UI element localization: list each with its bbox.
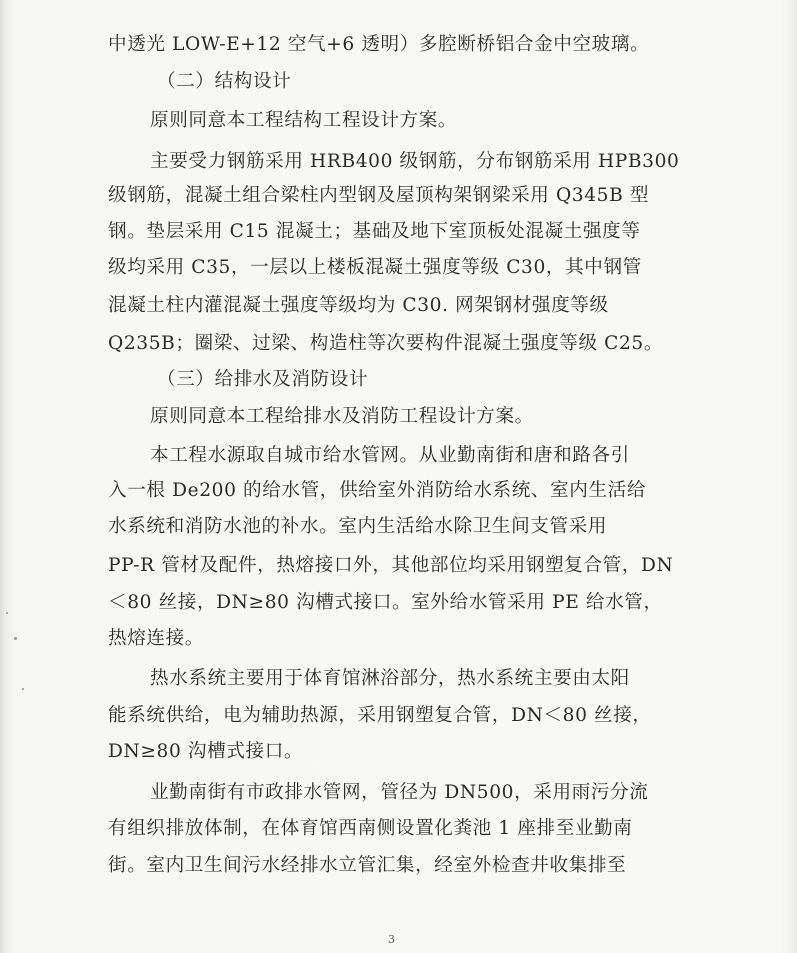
text-line: 入一根 De200 的给水管，供给室外消防给水系统、室内生活给 <box>108 480 647 501</box>
page-number: 3 <box>388 933 395 946</box>
text-line: 级钢筋，混凝土组合梁柱内型钢及屋顶构架钢梁采用 Q345B 型 <box>108 185 650 206</box>
section-heading-structure: （二）结构设计 <box>157 71 292 92</box>
text-line: 钢。垫层采用 C15 混凝土；基础及地下室顶板处混凝土强度等 <box>108 221 641 242</box>
text-line: 热水系统主要用于体育馆淋浴部分，热水系统主要由太阳 <box>150 668 630 689</box>
text-line: 混凝土柱内灌混凝土强度等级均为 C30. 网架钢材强度等级 <box>108 295 609 316</box>
text-line: 水系统和消防水池的补水。室内生活给水除卫生间支管采用 <box>108 516 608 537</box>
text-line: PP-R 管材及配件，热熔接口外，其他部位均采用钢塑复合管，DN <box>108 555 674 576</box>
text-line: 级均采用 C35，一层以上楼板混凝土强度等级 C30，其中钢管 <box>108 257 642 278</box>
text-line: 中透光 LOW-E+12 空气+6 透明）多腔断桥铝合金中空玻璃。 <box>108 34 650 55</box>
text-line: 原则同意本工程给排水及消防工程设计方案。 <box>150 406 534 427</box>
text-line: 街。室内卫生间污水经排水立管汇集，经室外检查井收集排至 <box>108 855 627 876</box>
text-line: 原则同意本工程结构工程设计方案。 <box>150 110 458 131</box>
text-line: ＜80 丝接，DN≥80 沟槽式接口。室外给水管采用 PE 给水管， <box>108 592 663 613</box>
scan-speck <box>6 612 8 614</box>
text-line: 能系统供给，电为辅助热源，采用钢塑复合管，DN＜80 丝接， <box>108 705 652 726</box>
text-line: DN≥80 沟槽式接口。 <box>108 741 304 762</box>
text-line: 有组织排放体制，在体育馆西南侧设置化粪池 1 座排至业勤南 <box>108 818 633 839</box>
text-line: 热熔连接。 <box>108 628 204 649</box>
scan-speck <box>22 688 24 690</box>
text-line: 业勤南街有市政排水管网，管径为 DN500，采用雨污分流 <box>150 782 649 803</box>
text-line: Q235B；圈梁、过梁、构造柱等次要构件混凝土强度等级 C25。 <box>108 333 664 354</box>
text-line: 主要受力钢筋采用 HRB400 级钢筋，分布钢筋采用 HPB300 <box>150 151 680 172</box>
section-heading-water: （三）给排水及消防设计 <box>157 369 369 390</box>
text-line: 本工程水源取自城市给水管网。从业勤南街和唐和路各引 <box>150 445 630 466</box>
scan-speck <box>14 637 17 640</box>
